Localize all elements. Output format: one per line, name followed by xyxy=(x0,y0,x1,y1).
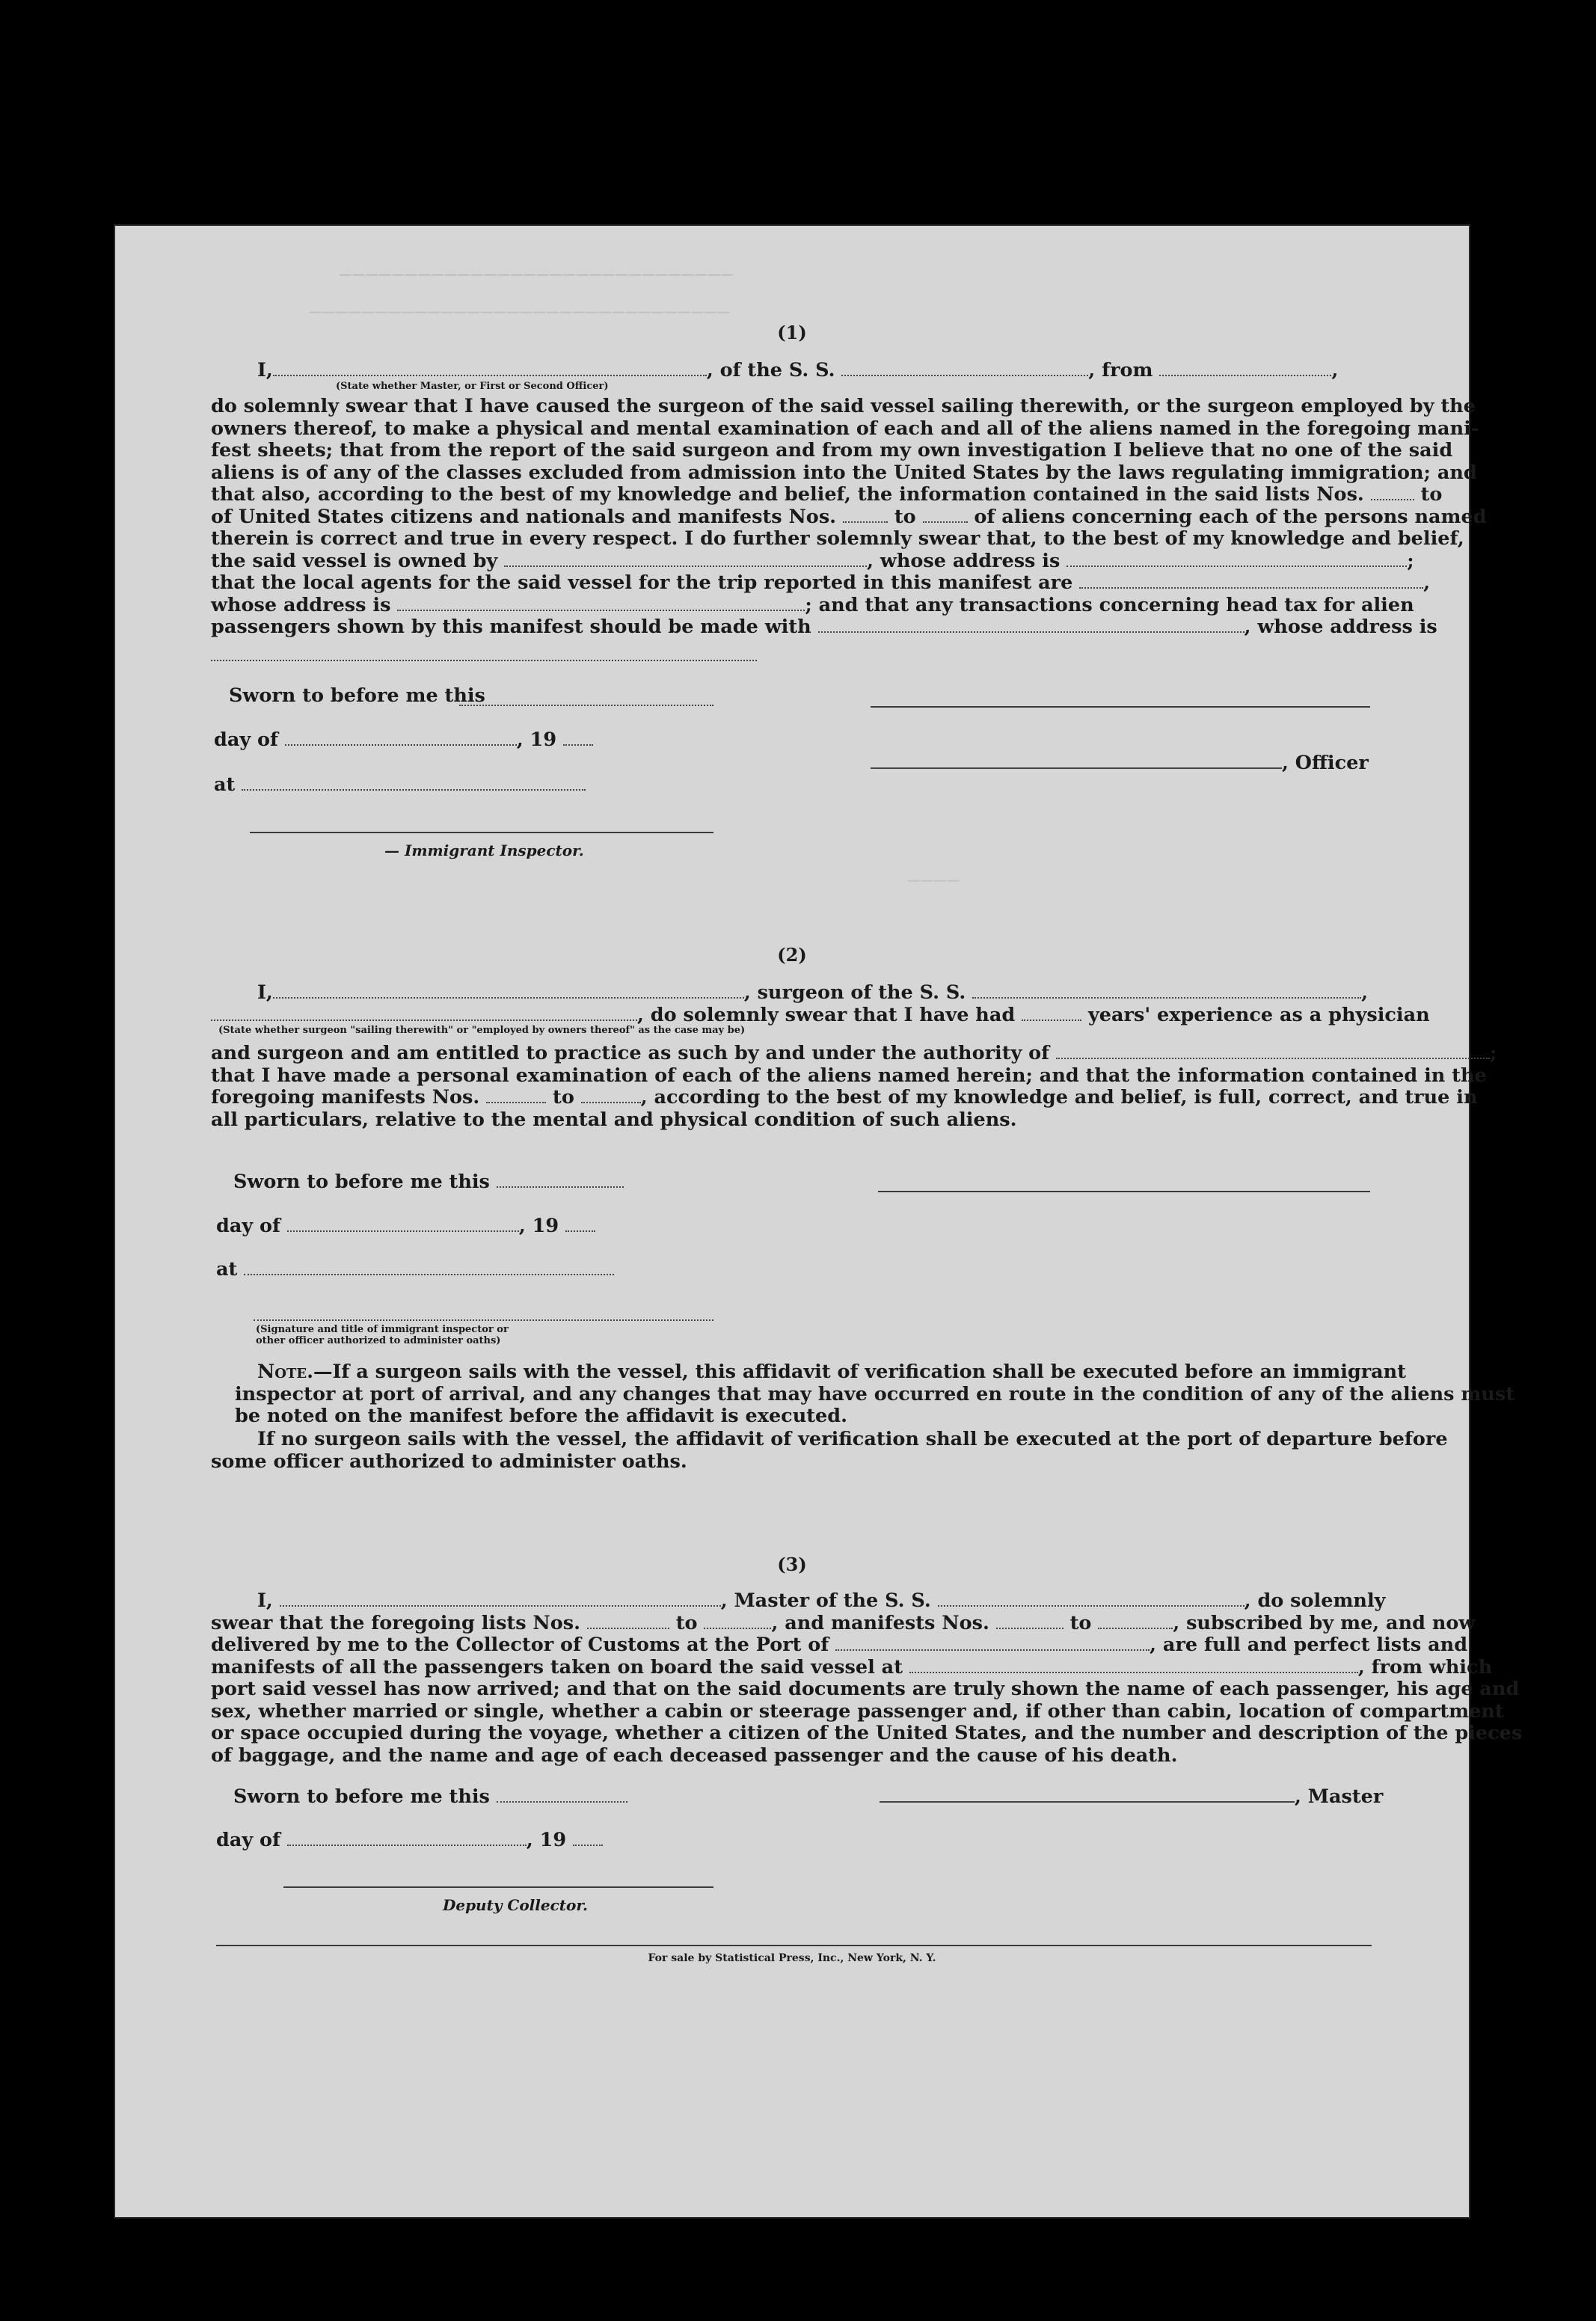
bleed-through-text: ———— xyxy=(908,869,961,892)
note-line: some officer authorized to administer oaths. xyxy=(211,1450,687,1473)
label-to: to xyxy=(553,1086,574,1109)
oath-line-text: delivered by me to the Collector of Customs at the Port of xyxy=(211,1634,829,1656)
label-surgeon-of: , surgeon of the S. S. xyxy=(743,981,966,1004)
oath-line: therein is correct and true in every respect. I do further solemnly swear that, to the best of my knowledge and belief, xyxy=(211,527,1464,550)
master-signature-line xyxy=(880,1785,1383,1808)
oath-line: do solemnly swear that I have caused the surgeon of the said vessel sailing therewith, or the surgeon employed by the xyxy=(211,395,1476,417)
immigrant-inspector-text: Immigrant Inspector. xyxy=(404,841,584,859)
oath-line: port said vessel has now arrived; and that on the said documents are truly shown the name of each passenger, his age and xyxy=(211,1678,1520,1700)
sworn-label-2 xyxy=(233,1171,624,1193)
day-of-text: day of xyxy=(216,1829,281,1851)
label-to: to xyxy=(894,505,916,528)
oath-line-text: , whose address is xyxy=(867,549,1061,572)
oath-line: owners thereof, to make a physical and mental examination of each and all of the aliens named in the foregoing mani- xyxy=(211,417,1479,440)
oath-line-text: , whose address is xyxy=(1244,616,1437,638)
sworn-date-line xyxy=(459,705,713,706)
day-of-text: day of xyxy=(216,1215,281,1237)
note-label: Note. xyxy=(257,1361,313,1383)
comma: , xyxy=(1331,359,1339,381)
oath-line-text: passengers shown by this manifest should be made with xyxy=(211,616,811,638)
section-2-opening: I, , surgeon of the S. S. , xyxy=(257,981,1369,1004)
note-paragraph xyxy=(235,1361,1515,1428)
section-1-number: (1) xyxy=(777,322,807,343)
oath-line: and surgeon and am entitled to practice as such by and under the authority of ; xyxy=(211,1042,1497,1064)
at-label-2 xyxy=(216,1258,614,1281)
note-line: inspector at port of arrival, and any changes that may have occurred en route in the condition of any of the aliens must xyxy=(235,1382,1515,1405)
oath-line-text: , Master of the S. S. xyxy=(720,1589,931,1612)
form-page xyxy=(114,224,1523,2219)
oath-line-text: foregoing manifests Nos. xyxy=(211,1086,480,1109)
oath-line xyxy=(211,593,1414,617)
label-of-ss: , of the S. S. xyxy=(706,359,835,381)
at-label xyxy=(214,773,586,796)
label-i: I, xyxy=(257,1589,273,1612)
inspector-signature-line xyxy=(250,832,713,833)
oath-line: fest sheets; that from the report of the said surgeon and from my own investigation I believe that no one of the said xyxy=(211,439,1453,462)
oath-line: of baggage, and the name and age of each deceased passenger and the cause of his death. xyxy=(211,1744,1178,1767)
oath-line: aliens is of any of the classes excluded from admission into the United States by the laws regulating immigration; and xyxy=(211,461,1477,484)
if-no-surgeon-paragraph xyxy=(211,1428,1448,1473)
label-from: , from xyxy=(1088,359,1153,381)
section-2-swear xyxy=(211,1004,1430,1026)
oath-line: sex, whether married or single, whether a cabin or steerage passenger and, if other than cabin, location of compartment xyxy=(211,1699,1504,1723)
year-prefix: , 19 xyxy=(516,729,557,751)
oath-line xyxy=(211,1634,1468,1657)
section-2-number: (2) xyxy=(777,944,807,966)
oath-line xyxy=(211,1655,1493,1679)
deputy-collector-signature-line xyxy=(283,1886,713,1888)
at-text: at xyxy=(216,1258,238,1281)
officer-signature-top-line xyxy=(871,706,1370,708)
oath-line: the said vessel is owned by , whose address is ; xyxy=(211,549,1414,572)
oath-line-text: of aliens concerning each of the persons named xyxy=(974,505,1487,528)
address-rule xyxy=(211,660,757,661)
footer-rule xyxy=(216,1945,1372,1946)
oath-line xyxy=(211,1589,1386,1613)
bleed-through-text: ———————————————————————————————— xyxy=(310,301,731,323)
oath-line-text: whose address is xyxy=(211,593,391,616)
section-3-oath xyxy=(211,1589,1523,1767)
oath-line-text: , according to the best of my knowledge and belief, is full, correct, and true in xyxy=(640,1086,1478,1109)
oath-line-text: , and manifests Nos. xyxy=(771,1611,989,1634)
master-caption: (State whether Master, or First or Second Officer) xyxy=(336,381,609,392)
oath-line: or space occupied during the voyage, whether a citizen of the United States, and the number and description of the pieces xyxy=(211,1722,1523,1744)
officer-label: , Officer xyxy=(1282,752,1369,774)
note-line: be noted on the manifest before the affidavit is executed. xyxy=(235,1405,847,1427)
oath-line xyxy=(211,483,1443,506)
oath-line-text: , are full and perfect lists and xyxy=(1150,1634,1468,1656)
oath-line-text: that the local agents for the said vessel for the trip reported in this manifest are xyxy=(211,571,1073,594)
inspector-signature-line-2 xyxy=(254,1319,713,1321)
label-swear-had: , do solemnly swear that I have had xyxy=(637,1004,1016,1026)
sworn-text: Sworn to before me this xyxy=(233,1171,490,1193)
note-line xyxy=(235,1361,1407,1384)
oath-line-text: , from which xyxy=(1357,1655,1493,1678)
note-line: If no surgeon sails with the vessel, the affidavit of verification shall be executed at the port of departure before xyxy=(257,1428,1448,1450)
oath-line-text: , subscribed by me, and now xyxy=(1173,1611,1476,1634)
oath-line-text: swear that the foregoing lists Nos. xyxy=(211,1611,580,1634)
year-prefix: , 19 xyxy=(526,1829,567,1851)
section-2-oath xyxy=(211,1042,1497,1131)
footer-text: For sale by Statistical Press, Inc., New York, N. Y. xyxy=(648,1952,936,1964)
year-prefix: , 19 xyxy=(518,1215,559,1237)
day-of-label-2 xyxy=(216,1215,595,1237)
master-label: , Master xyxy=(1295,1785,1384,1808)
oath-line-text: manifests of all the passengers taken on board the said vessel at xyxy=(211,1655,903,1678)
oath-line-text: of United States citizens and nationals and manifests Nos. xyxy=(211,505,837,528)
label-years: years' experience as a physician xyxy=(1087,1004,1430,1026)
section-1-oath xyxy=(211,395,1487,639)
label-to: to xyxy=(675,1611,698,1634)
at-text: at xyxy=(214,773,236,796)
oath-line xyxy=(211,1611,1476,1635)
surgeon-signature-line xyxy=(878,1191,1370,1192)
day-of-label xyxy=(214,729,593,751)
label-to: to xyxy=(1069,1611,1092,1634)
note-text: —If a surgeon sails with the vessel, this affidavit of verification shall be executed before an immigrant xyxy=(313,1361,1407,1383)
oath-line-text: and surgeon and am entitled to practice as such by and under the authority of xyxy=(211,1042,1050,1064)
oath-line xyxy=(211,616,1437,639)
oath-line: that the local agents for the said vessel for the trip reported in this manifest are , xyxy=(211,571,1431,594)
oath-line xyxy=(211,1086,1478,1109)
day-of-text: day of xyxy=(214,729,279,751)
section-3-number: (3) xyxy=(777,1554,807,1575)
oath-line-text: ; and that any transactions concerning head tax for alien xyxy=(805,593,1414,616)
surgeon-caption: (State whether surgeon "sailing therewith" or "employed by owners thereof" as the case may be) xyxy=(218,1025,746,1036)
day-of-label-3 xyxy=(216,1829,603,1851)
signature-caption: other officer authorized to administer oaths) xyxy=(256,1335,501,1346)
oath-line xyxy=(211,505,1487,529)
label-to: to xyxy=(1420,483,1443,506)
sworn-text: Sworn to before me this xyxy=(233,1785,490,1808)
signature-caption: (Signature and title of immigrant inspector or xyxy=(256,1324,509,1335)
bleed-through-text: —————————————————————————————— xyxy=(340,263,735,286)
label-i: I, xyxy=(257,359,273,381)
oath-line-text: , do solemnly xyxy=(1244,1589,1386,1612)
deputy-collector-label: Deputy Collector. xyxy=(443,1896,589,1914)
oath-line-text: the said vessel is owned by xyxy=(211,549,498,572)
label-i: I, xyxy=(257,981,273,1004)
sworn-label: Sworn to before me this xyxy=(229,684,485,707)
officer-line xyxy=(871,752,1369,774)
oath-line: all particulars, relative to the mental and physical condition of such aliens. xyxy=(211,1108,1017,1131)
oath-line: that I have made a personal examination of each of the aliens named herein; and that the information contained in the xyxy=(211,1064,1487,1087)
section-1-opening xyxy=(257,359,1338,381)
oath-line-text: that also, according to the best of my knowledge and belief, the information contained in the said lists Nos. xyxy=(211,483,1364,506)
immigrant-inspector-label: — Immigrant Inspector. xyxy=(384,841,584,859)
sworn-label-3 xyxy=(233,1785,627,1808)
